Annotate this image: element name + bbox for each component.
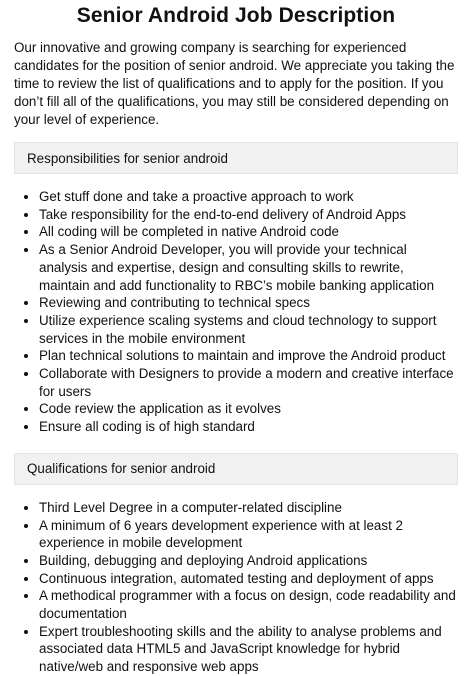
qualifications-list <box>14 499 458 676</box>
list-item: Continuous integration, automated testing and deployment of apps <box>24 570 458 588</box>
list-item: Utilize experience scaling systems and cloud technology to support services in the mobile environment <box>24 312 458 347</box>
list-item: Building, debugging and deploying Android applications <box>24 552 458 570</box>
list-item: Ensure all coding is of high standard <box>24 418 458 436</box>
list-item: Third Level Degree in a computer-related discipline <box>24 499 458 517</box>
list-item: As a Senior Android Developer, you will provide your technical analysis and expertise, design and consulting skills to rewrite, maintain and add functionality to RBC’s mobile banking application <box>24 241 458 294</box>
qualifications-heading <box>14 453 458 485</box>
list-item: Expert troubleshooting skills and the ability to analyse problems and associated data HTML5 and JavaScript knowledge for hybrid native/web and responsive web apps <box>24 623 458 676</box>
list-item: Code review the application as it evolves <box>24 400 458 418</box>
list-item: A methodical programmer with a focus on design, code readability and documentation <box>24 587 458 622</box>
intro-paragraph: Our innovative and growing company is searching for experienced candidates for the position of senior android. We appreciate you taking the time to review the list of qualifications and to apply for the position. If you don’t fill all of the qualifications, you may still be considered depending on your level of experience. <box>14 40 455 127</box>
page-title: Senior Android Job Description <box>76 4 396 27</box>
list-item: A minimum of 6 years development experience with at least 2 experience in mobile development <box>24 517 458 552</box>
list-item: Take responsibility for the end-to-end delivery of Android Apps <box>24 206 458 224</box>
responsibilities-list <box>14 188 458 436</box>
list-item: Plan technical solutions to maintain and improve the Android product <box>24 347 458 365</box>
responsibilities-heading <box>14 142 458 174</box>
list-item: All coding will be completed in native Android code <box>24 223 458 241</box>
list-item: Collaborate with Designers to provide a modern and creative interface for users <box>24 365 458 400</box>
list-item: Reviewing and contributing to technical specs <box>24 294 458 312</box>
responsibilities-heading-text: Responsibilities for senior android <box>27 150 228 166</box>
qualifications-heading-text: Qualifications for senior android <box>27 461 216 477</box>
list-item: Get stuff done and take a proactive approach to work <box>24 188 458 206</box>
